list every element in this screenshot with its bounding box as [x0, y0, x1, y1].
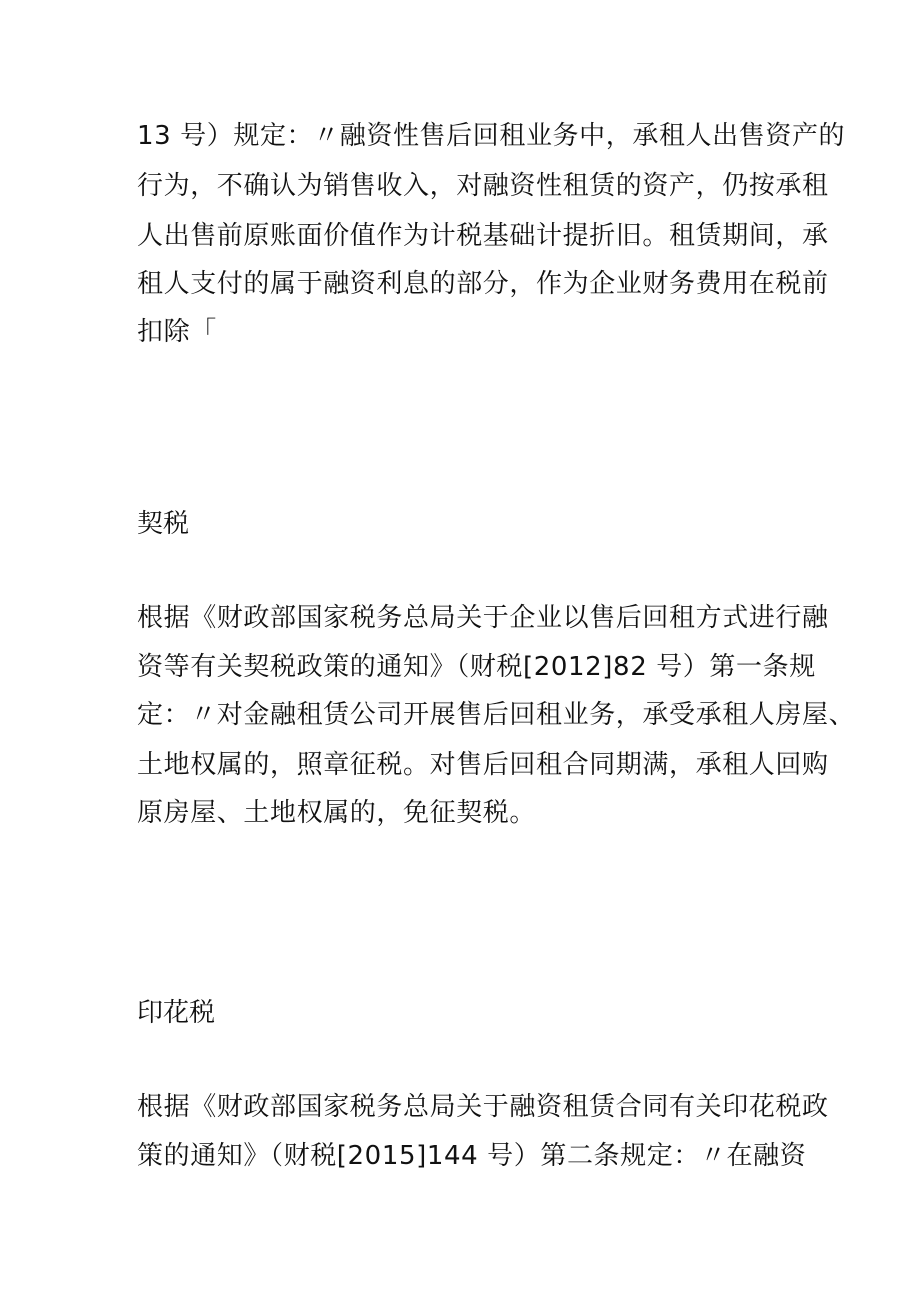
text-line: 人出售前原账面价值作为计税基础计提折旧。租赁期间，承 [137, 221, 829, 251]
text-line: 原房屋、土地权属的，免征契税。 [137, 798, 537, 828]
section-heading-deed-tax: 契税 [137, 509, 190, 539]
text-line: 土地权属的，照章征税。对售后回租合同期满，承租人回购 [137, 750, 829, 780]
text-line: 13 号）规定：〃融资性售后回租业务中，承租人出售资产的 [137, 121, 846, 151]
text-line: 定：〃对金融租赁公司开展售后回租业务，承受承租人房屋、 [137, 700, 856, 730]
text-line: 行为，不确认为销售收入，对融资性租赁的资产，仍按承租 [137, 171, 829, 201]
text-line: 策的通知》（财税[2015]144 号）第二条规定：〃在融资 [137, 1141, 807, 1171]
text-line: 根据《财政部国家税务总局关于融资租赁合同有关印花税政 [137, 1092, 829, 1122]
text-line: 根据《财政部国家税务总局关于企业以售后回租方式进行融 [137, 603, 829, 633]
text-line: 扣除「 [137, 317, 217, 347]
section-heading-stamp-tax: 印花税 [137, 998, 216, 1028]
text-line: 租人支付的属于融资利息的部分，作为企业财务费用在税前 [137, 269, 829, 299]
text-line: 资等有关契税政策的通知》（财税[2012]82 号）第一条规 [137, 652, 816, 682]
